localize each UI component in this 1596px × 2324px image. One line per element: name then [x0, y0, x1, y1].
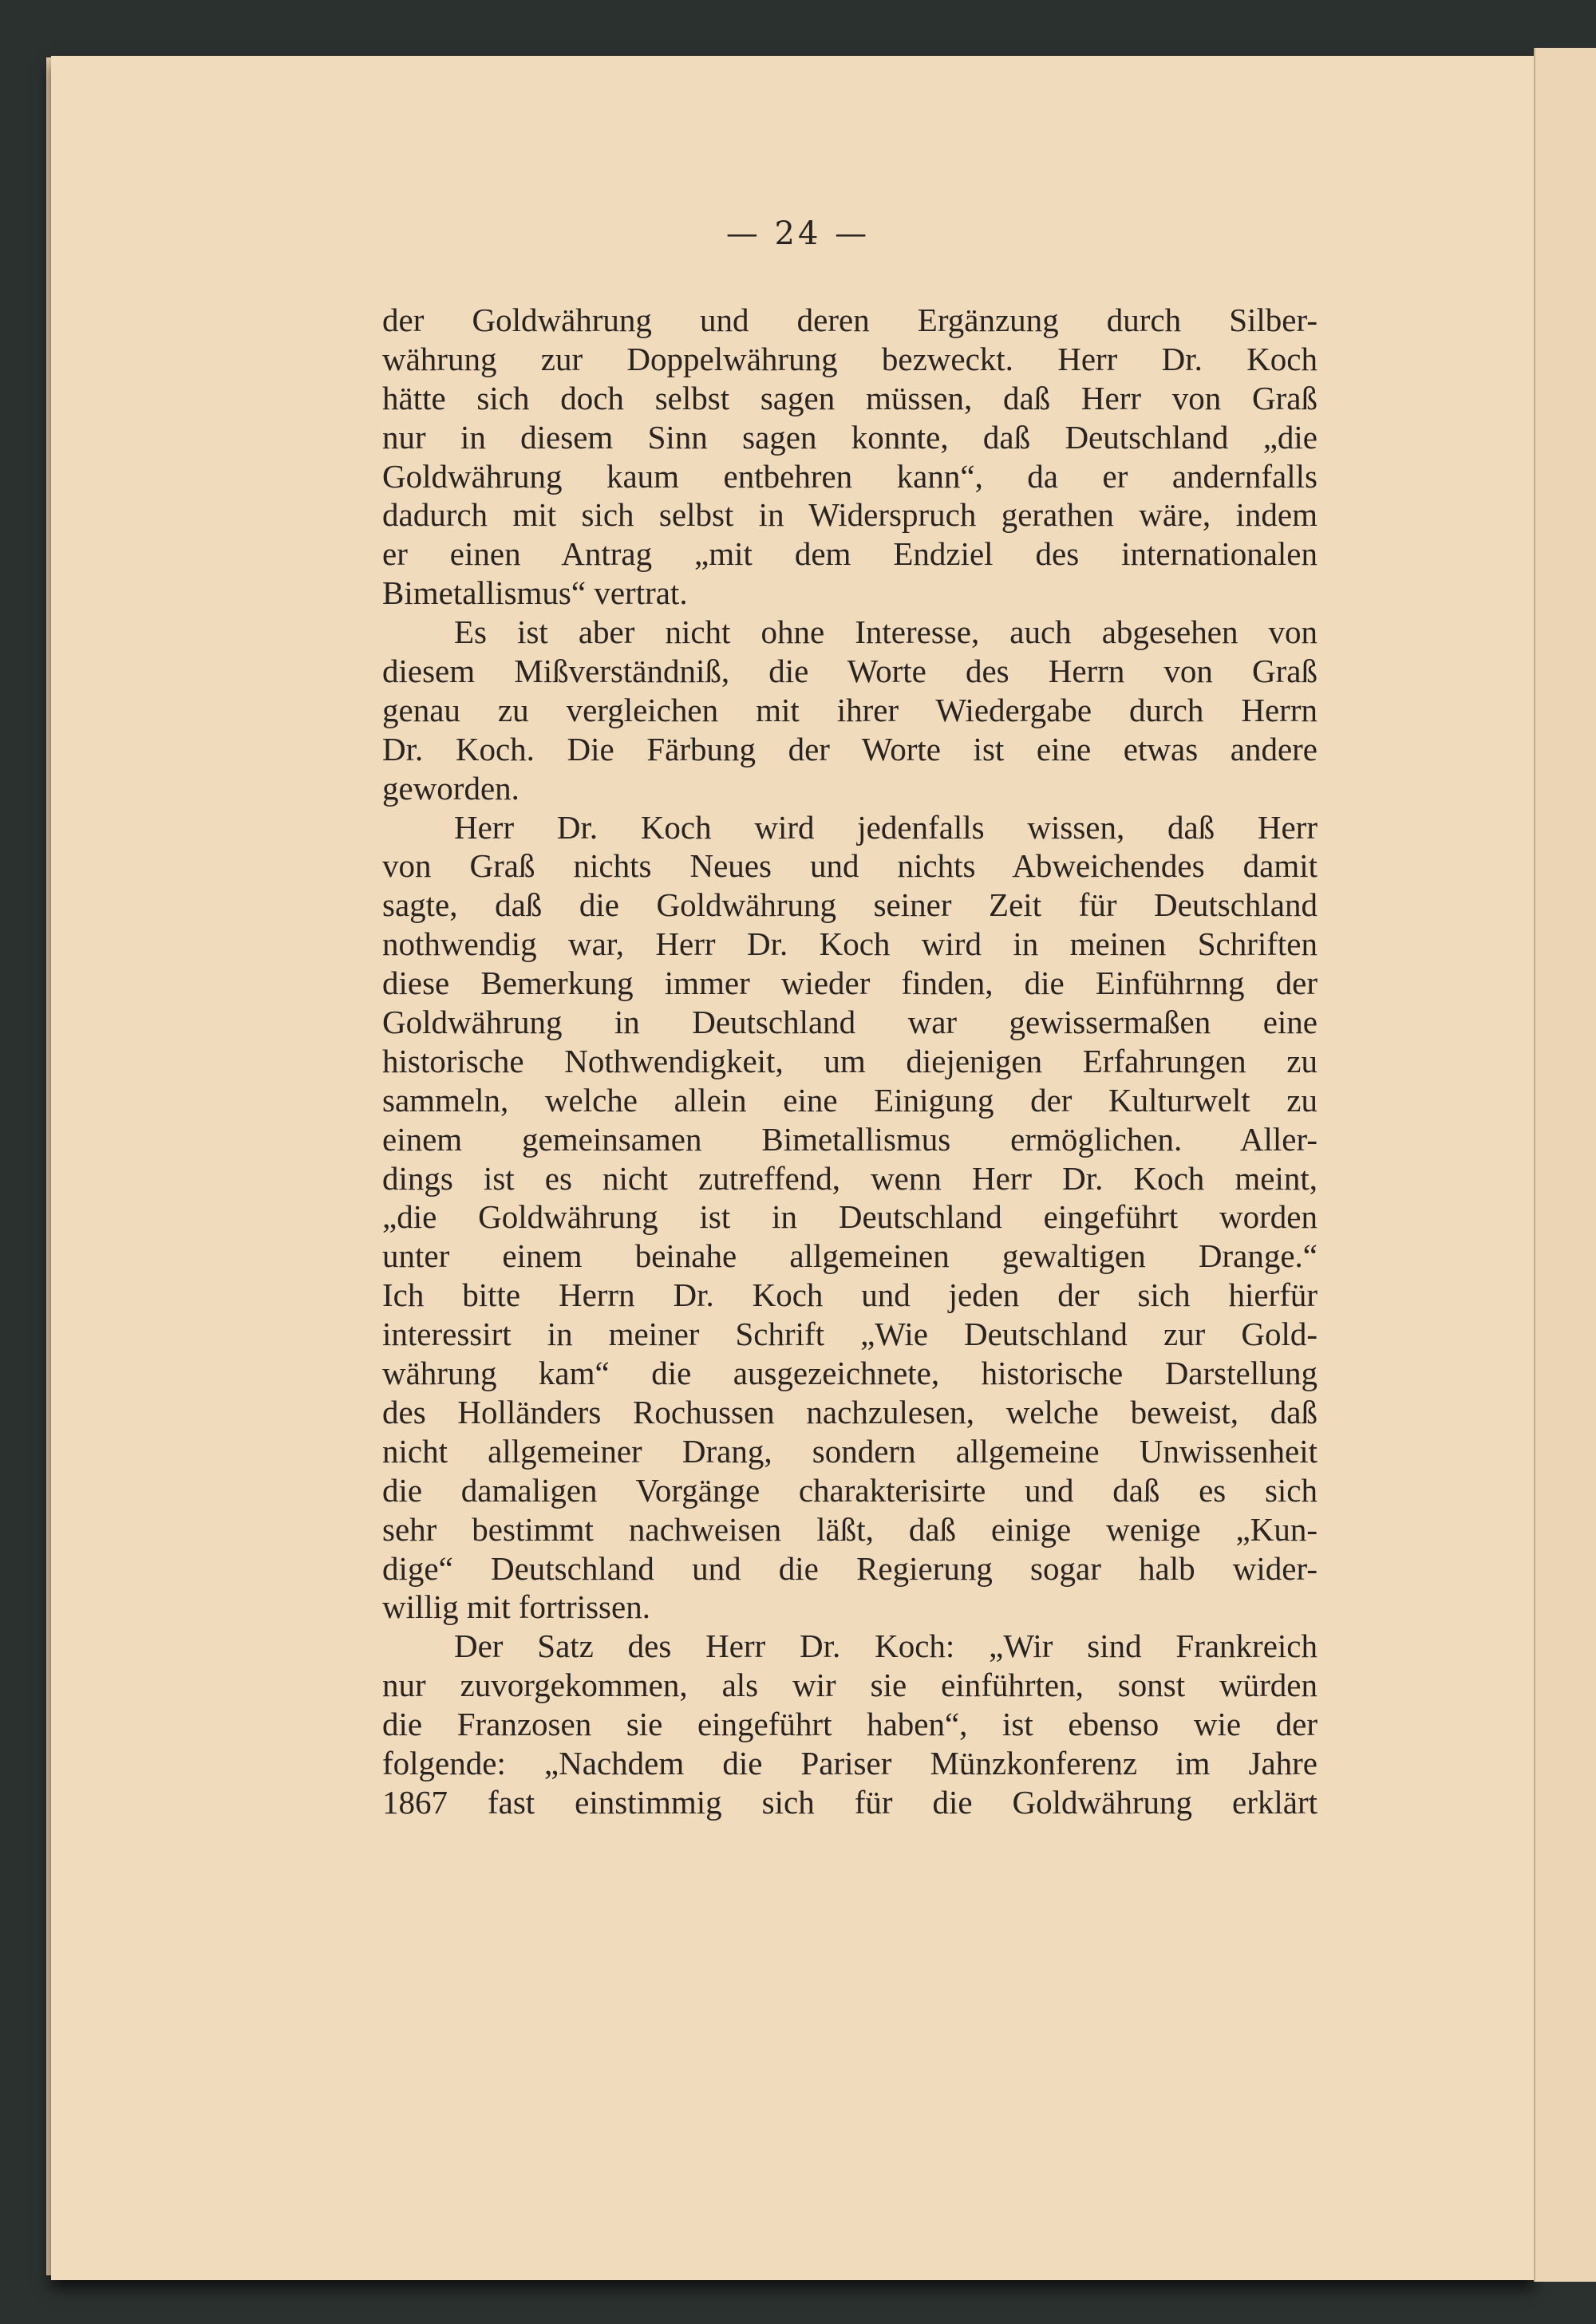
text-line: historische Nothwendigkeit, um diejenigen Erfahrungen zu	[382, 1042, 1317, 1079]
text-line: nothwendig war, Herr Dr. Koch wird in meinen Schriften	[382, 925, 1317, 963]
text-line: diese Bemerkung immer wieder finden, die Einführnng der	[382, 965, 1317, 1002]
text-line: nicht allgemeiner Drang, sondern allgemeine Unwissenheit	[382, 1432, 1317, 1470]
text-line: Der Satz des Herr Dr. Koch: „Wir sind Frankreich	[454, 1628, 1317, 1665]
text-line: Ich bitte Herrn Dr. Koch und jeden der sich hierfür	[382, 1276, 1317, 1314]
text-line: „die Goldwährung ist in Deutschland eingeführt worden	[382, 1198, 1317, 1236]
text-line: die Franzosen sie eingeführt haben“, ist ebenso wie der	[382, 1706, 1317, 1743]
text-line: diesem Mißverständniß, die Worte des Herrn von Graß	[382, 653, 1317, 690]
text-line: unter einem beinahe allgemeinen gewaltigen Drange.“	[382, 1237, 1317, 1275]
text-line: 1867 fast einstimmig sich für die Goldwährung erklärt	[382, 1783, 1317, 1821]
text-line: Bimetallismus“ vertrat.	[382, 574, 688, 612]
text-line: nur zuvorgekommen, als wir sie einführten, sonst würden	[382, 1667, 1317, 1704]
text-line: er einen Antrag „mit dem Endziel des internationalen	[382, 535, 1317, 573]
text-line: Herr Dr. Koch wird jedenfalls wissen, daß Herr	[454, 808, 1317, 846]
text-line: Goldwährung in Deutschland war gewissermaßen eine	[382, 1004, 1317, 1041]
text-line: der Goldwährung und deren Ergänzung durch Silber-	[382, 302, 1317, 338]
body-text	[382, 301, 1317, 1822]
text-line: nur in diesem Sinn sagen konnte, daß Deutschland „die	[382, 418, 1317, 456]
text-line: genau zu vergleichen mit ihrer Wiedergabe durch Herrn	[382, 691, 1317, 728]
text-line: Goldwährung kaum entbehren kann“, da er andernfalls	[382, 457, 1317, 495]
text-line: sehr bestimmt nachweisen läßt, daß einige wenige „Kun-	[382, 1510, 1317, 1548]
text-line: hätte sich doch selbst sagen müssen, daß Herr von Graß	[382, 379, 1317, 416]
text-line: von Graß nichts Neues und nichts Abweichendes damit	[382, 847, 1317, 885]
text-line: willig mit fortrissen.	[382, 1588, 650, 1626]
page-number: — 24 —	[725, 215, 871, 252]
text-line: sammeln, welche allein eine Einigung der Kulturwelt zu	[382, 1081, 1317, 1119]
text-line: sagte, daß die Goldwährung seiner Zeit für Deutschland	[382, 886, 1317, 924]
text-line: Dr. Koch. Die Färbung der Worte ist eine etwas andere	[382, 730, 1317, 767]
text-line: des Holländers Rochussen nachzulesen, welche beweist, daß	[382, 1393, 1317, 1430]
text-line: dings ist es nicht zutreffend, wenn Herr Dr. Koch meint,	[382, 1159, 1317, 1197]
text-line: folgende: „Nachdem die Pariser Münzkonferenz im Jahre	[382, 1744, 1317, 1781]
text-line: einem gemeinsamen Bimetallismus ermöglichen. Aller-	[382, 1120, 1317, 1158]
text-line: währung zur Doppelwährung bezweckt. Herr Dr. Koch	[382, 340, 1317, 377]
text-line: geworden.	[382, 769, 519, 807]
text-line: die damaligen Vorgänge charakterisirte und daß es sich	[382, 1471, 1317, 1509]
text-line: Es ist aber nicht ohne Interesse, auch abgesehen von	[454, 614, 1317, 651]
text-line: währung kam“ die ausgezeichnete, historische Darstellung	[382, 1355, 1317, 1392]
text-line: interessirt in meiner Schrift „Wie Deutschland zur Gold-	[382, 1316, 1317, 1353]
text-line: dadurch mit sich selbst in Widerspruch gerathen wäre, indem	[382, 496, 1317, 534]
text-line: dige“ Deutschland und die Regierung sogar halb wider-	[382, 1549, 1317, 1587]
adjacent-page-edge	[1534, 48, 1596, 2282]
